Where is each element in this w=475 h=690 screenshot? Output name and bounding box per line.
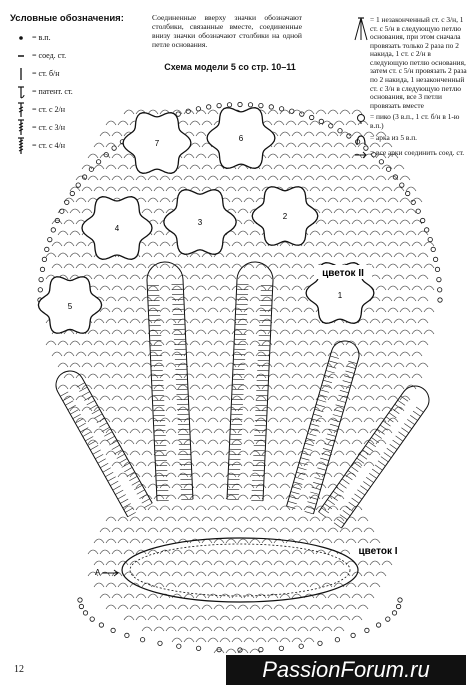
note-text: = 1 незаконченный ст. с 3/н, 1 ст. с 5/н в следующую петлю основания, при этом сначала провязать только 2 раза по 2 накида, 1 ст. с 2/н в следующую петлю основания, затем ст. с 5/н провязать 2 раза по 2 накида, 1 незаконченный ст. с 3/н в следующую петлю основания, все 3 петли провязать вместе [370, 15, 467, 110]
page-number: 12 [14, 664, 24, 675]
legend-label: = в.п. [32, 33, 51, 43]
legend-label: = ст. б/н [32, 69, 60, 79]
flower-number: 4 [114, 224, 120, 233]
scheme-title: Схема модели 5 со стр. 10–11 [164, 62, 296, 72]
legend-label: = ст. с 3/н [32, 123, 66, 133]
flower-number: 6 [238, 134, 244, 143]
flower-5 [38, 277, 101, 333]
watermark: PassionForum.ru [226, 655, 466, 685]
cuff-band [122, 538, 358, 602]
flower-label-text: цветок II [322, 268, 364, 279]
flower-number: 7 [154, 139, 160, 148]
legend-label: = соед. ст. [32, 51, 67, 61]
finger-columns [56, 262, 429, 528]
flower-label-1 [350, 543, 406, 557]
note-text: = все арки соединить соед. ст. [370, 147, 465, 157]
note-text: = арка из 5 в.п. [370, 132, 418, 142]
note-text: = пико (3 в.п., 1 ст. б/н в 1-ю в.п.) [370, 112, 460, 130]
flower-number: 2 [282, 212, 288, 221]
marker-a-text: A [95, 568, 101, 577]
flower-4 [82, 197, 152, 260]
legend-label: = ст. с 2/н [32, 105, 66, 115]
flower-3 [164, 190, 236, 255]
flower-number: 3 [197, 218, 203, 227]
flower-2 [252, 187, 318, 245]
intro-text: Соединенные вверху значки обозначают столбики, связанные вместе, соединенные внизу значки обозначают столбики на одной петле основания. [152, 13, 302, 49]
flower-number: 1 [337, 291, 343, 300]
legend-label: = ст. с 4/н [32, 141, 66, 151]
marker-a [95, 568, 118, 577]
mesh-arches [46, 110, 434, 653]
legend-label: = патент. ст. [32, 87, 73, 97]
flower-label-text: цветок I [358, 546, 398, 557]
flower-number: 5 [67, 302, 73, 311]
flower-6 [207, 108, 275, 169]
flower-label-2 [314, 265, 372, 279]
legend-title: Условные обозначения: [10, 13, 124, 24]
